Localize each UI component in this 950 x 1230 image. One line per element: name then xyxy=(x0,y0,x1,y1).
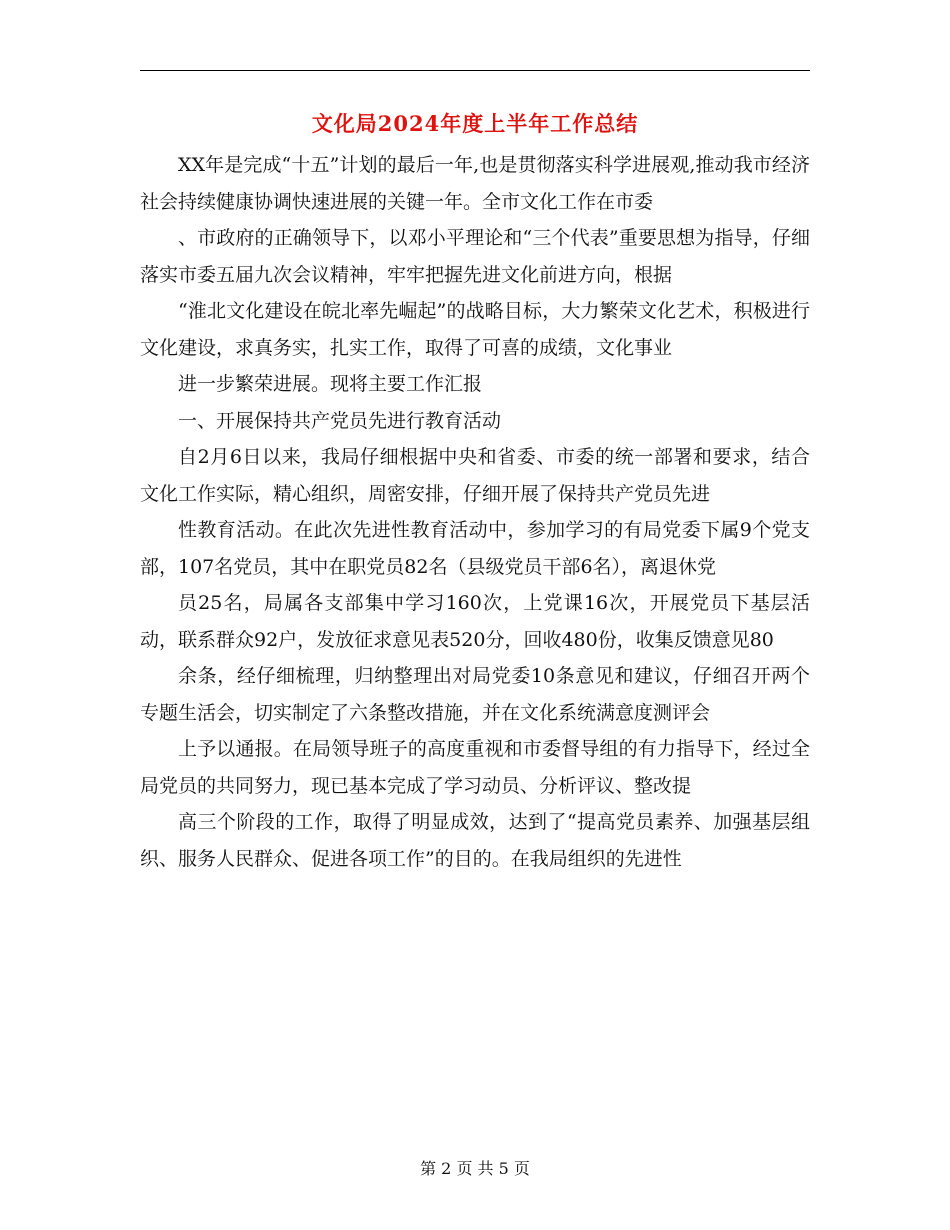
paragraph: 余条，经仔细梳理，归纳整理出对局党委10条意见和建议，仔细召开两个专题生活会，切实制定了六条整改措施，并在文化系统满意度测评会 xyxy=(140,665,810,724)
paragraph: 高三个阶段的工作，取得了明显成效，达到了“提高党员素养、加强基层组织、服务人民群众、促进各项工作”的目的。在我局组织的先进性 xyxy=(140,811,810,870)
document-title: 文化局2024年度上半年工作总结 xyxy=(311,111,639,136)
page-number: 第 2 页 共 5 页 xyxy=(420,1159,530,1178)
paragraph: 进一步繁荣进展。现将主要工作汇报 xyxy=(178,373,483,395)
paragraph: “淮北文化建设在皖北率先崛起”的战略目标，大力繁荣文化艺术，积极进行文化建设，求真务实，扎实工作，取得了可喜的成绩，文化事业 xyxy=(140,300,810,359)
paragraph: 性教育活动。在此次先进性教育活动中，参加学习的有局党委下属9个党支部，107名党员，其中在职党员82名（县级党员干部6名），离退休党 xyxy=(140,519,810,578)
paragraph: 上予以通报。在局领导班子的高度重视和市委督导组的有力指导下，经过全局党员的共同努力，现已基本完成了学习动员、分析评议、整改提 xyxy=(140,738,810,797)
paragraph: 自2月6日以来，我局仔细根据中央和省委、市委的统一部署和要求，结合文化工作实际，精心组织，周密安排，仔细开展了保持共产党员先进 xyxy=(140,446,810,505)
paragraph: XX年是完成“十五”计划的最后一年,也是贯彻落实科学进展观,推动我市经济社会持续健康协调快速进展的关键一年。全市文化工作在市委 xyxy=(140,154,810,213)
header-rule xyxy=(140,70,810,71)
section-heading: 一、开展保持共产党员先进行教育活动 xyxy=(178,409,502,432)
paragraph: 、市政府的正确领导下，以邓小平理论和“三个代表”重要思想为指导，仔细落实市委五届九次会议精神，牢牢把握先进文化前进方向，根据 xyxy=(140,227,810,286)
document-body xyxy=(140,147,810,877)
paragraph: 员25名，局属各支部集中学习160次，上党课16次，开展党员下基层活动，联系群众92户，发放征求意见表520分，回收480份，收集反馈意见80 xyxy=(140,592,810,651)
